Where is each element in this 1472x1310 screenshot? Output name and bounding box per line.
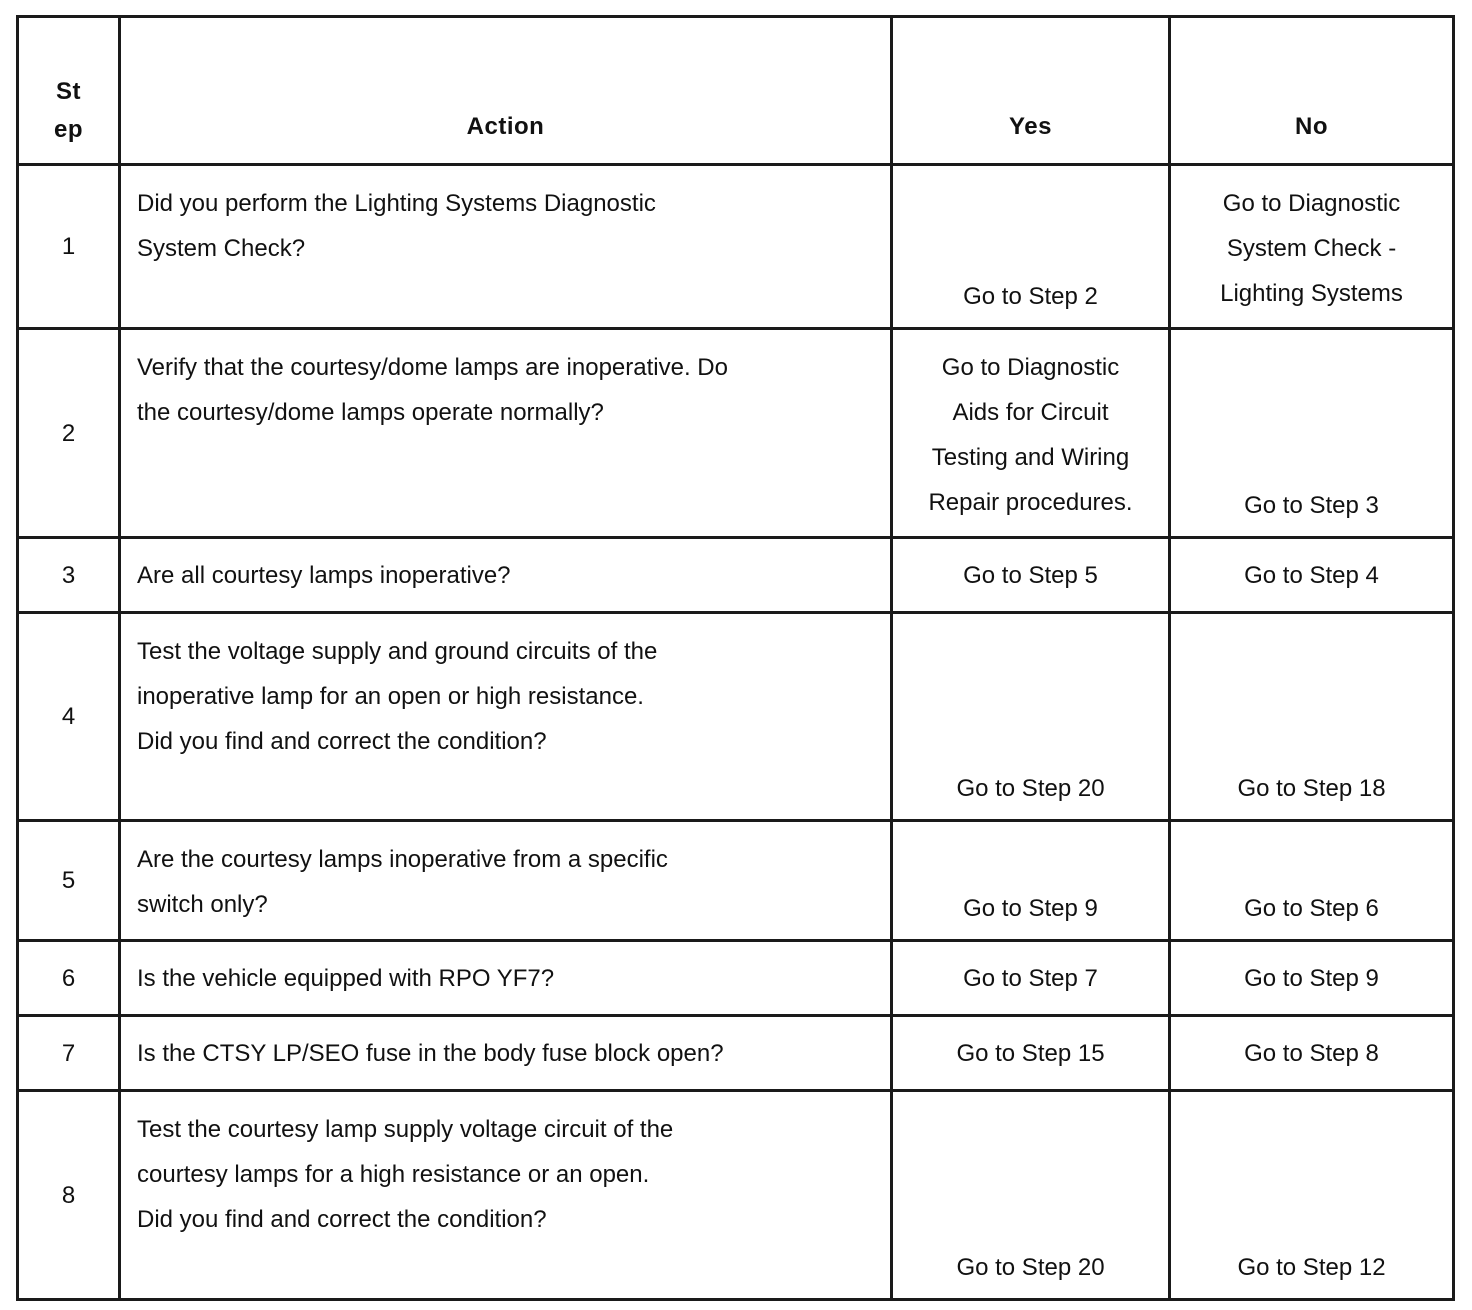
no-result — [1170, 821, 1454, 941]
action-line: Is the vehicle equipped with RPO YF7? — [137, 964, 555, 992]
table-row — [18, 941, 1454, 1016]
action-line: Are the courtesy lamps inoperative from a specific — [137, 846, 668, 873]
step-number: 4 — [18, 613, 120, 821]
no-line: Go to Step 12 — [1237, 1254, 1386, 1281]
yes-result — [892, 329, 1170, 538]
table-row — [18, 613, 1454, 821]
yes-line: Go to Step 7 — [963, 964, 1098, 992]
yes-line: Repair procedures. — [928, 489, 1133, 516]
no-line: Go to Step 8 — [1244, 1039, 1379, 1067]
yes-line: Go to Diagnostic — [941, 354, 1120, 381]
action-text — [120, 1091, 892, 1300]
yes-result — [892, 1016, 1170, 1091]
yes-line: Go to Step 20 — [956, 775, 1105, 802]
action-line: the courtesy/dome lamps operate normally? — [137, 399, 604, 426]
step-number: 2 — [18, 329, 120, 538]
action-text — [120, 1016, 892, 1091]
action-line: Test the voltage supply and ground circuits of the — [137, 638, 658, 665]
step-number: 3 — [18, 538, 120, 613]
column-header-no: No — [1170, 17, 1454, 165]
action-line: Did you find and correct the condition? — [137, 1206, 547, 1233]
action-text — [120, 538, 892, 613]
column-header-step — [18, 17, 120, 165]
action-line: Verify that the courtesy/dome lamps are inoperative. Do — [137, 354, 728, 381]
header-row — [18, 17, 1454, 165]
yes-line: Testing and Wiring — [931, 444, 1130, 471]
yes-line: Go to Step 5 — [963, 561, 1098, 589]
table-row — [18, 821, 1454, 941]
no-result — [1170, 1091, 1454, 1300]
step-number: 5 — [18, 821, 120, 941]
action-text — [120, 613, 892, 821]
step-number: 6 — [18, 941, 120, 1016]
column-header-yes: Yes — [892, 17, 1170, 165]
diagnostic-table — [16, 15, 1455, 1301]
action-line: Did you perform the Lighting Systems Diagnostic — [137, 190, 656, 217]
no-result — [1170, 613, 1454, 821]
action-line: switch only? — [137, 891, 268, 918]
yes-result — [892, 941, 1170, 1016]
no-result — [1170, 329, 1454, 538]
action-line: Did you find and correct the condition? — [137, 728, 547, 755]
yes-line: Go to Step 2 — [963, 283, 1098, 310]
action-line: System Check? — [137, 235, 306, 262]
no-line: Lighting Systems — [1220, 280, 1403, 307]
action-line: Is the CTSY LP/SEO fuse in the body fuse block open? — [137, 1039, 724, 1067]
table-row — [18, 1016, 1454, 1091]
table-row — [18, 329, 1454, 538]
no-result — [1170, 165, 1454, 329]
action-line: Are all courtesy lamps inoperative? — [137, 561, 511, 589]
step-header-line-2: ep — [53, 116, 83, 143]
action-text — [120, 329, 892, 538]
step-number: 1 — [18, 165, 120, 329]
no-line: Go to Step 3 — [1244, 492, 1379, 519]
no-line: Go to Step 6 — [1244, 895, 1379, 922]
action-text — [120, 821, 892, 941]
table-row — [18, 1091, 1454, 1300]
yes-line: Go to Step 15 — [956, 1039, 1105, 1067]
no-line: Go to Step 9 — [1244, 964, 1379, 992]
no-line: Go to Diagnostic — [1222, 190, 1401, 217]
no-result — [1170, 538, 1454, 613]
yes-result — [892, 613, 1170, 821]
table-row — [18, 538, 1454, 613]
step-number: 7 — [18, 1016, 120, 1091]
no-line: Go to Step 4 — [1244, 561, 1379, 589]
step-number: 8 — [18, 1091, 120, 1300]
yes-result — [892, 165, 1170, 329]
action-text — [120, 165, 892, 329]
yes-line: Aids for Circuit — [952, 399, 1109, 426]
no-line: System Check - — [1226, 235, 1397, 262]
action-line: courtesy lamps for a high resistance or an open. — [137, 1161, 650, 1188]
yes-result — [892, 821, 1170, 941]
yes-result — [892, 538, 1170, 613]
column-header-action: Action — [120, 17, 892, 165]
table-row — [18, 165, 1454, 329]
step-header-line-1: St — [56, 78, 81, 105]
action-line: Test the courtesy lamp supply voltage circuit of the — [137, 1116, 674, 1143]
yes-result — [892, 1091, 1170, 1300]
action-line: inoperative lamp for an open or high resistance. — [137, 683, 644, 710]
no-line: Go to Step 18 — [1237, 775, 1386, 802]
no-result — [1170, 941, 1454, 1016]
yes-line: Go to Step 20 — [956, 1254, 1105, 1281]
yes-line: Go to Step 9 — [963, 895, 1098, 922]
no-result — [1170, 1016, 1454, 1091]
action-text — [120, 941, 892, 1016]
